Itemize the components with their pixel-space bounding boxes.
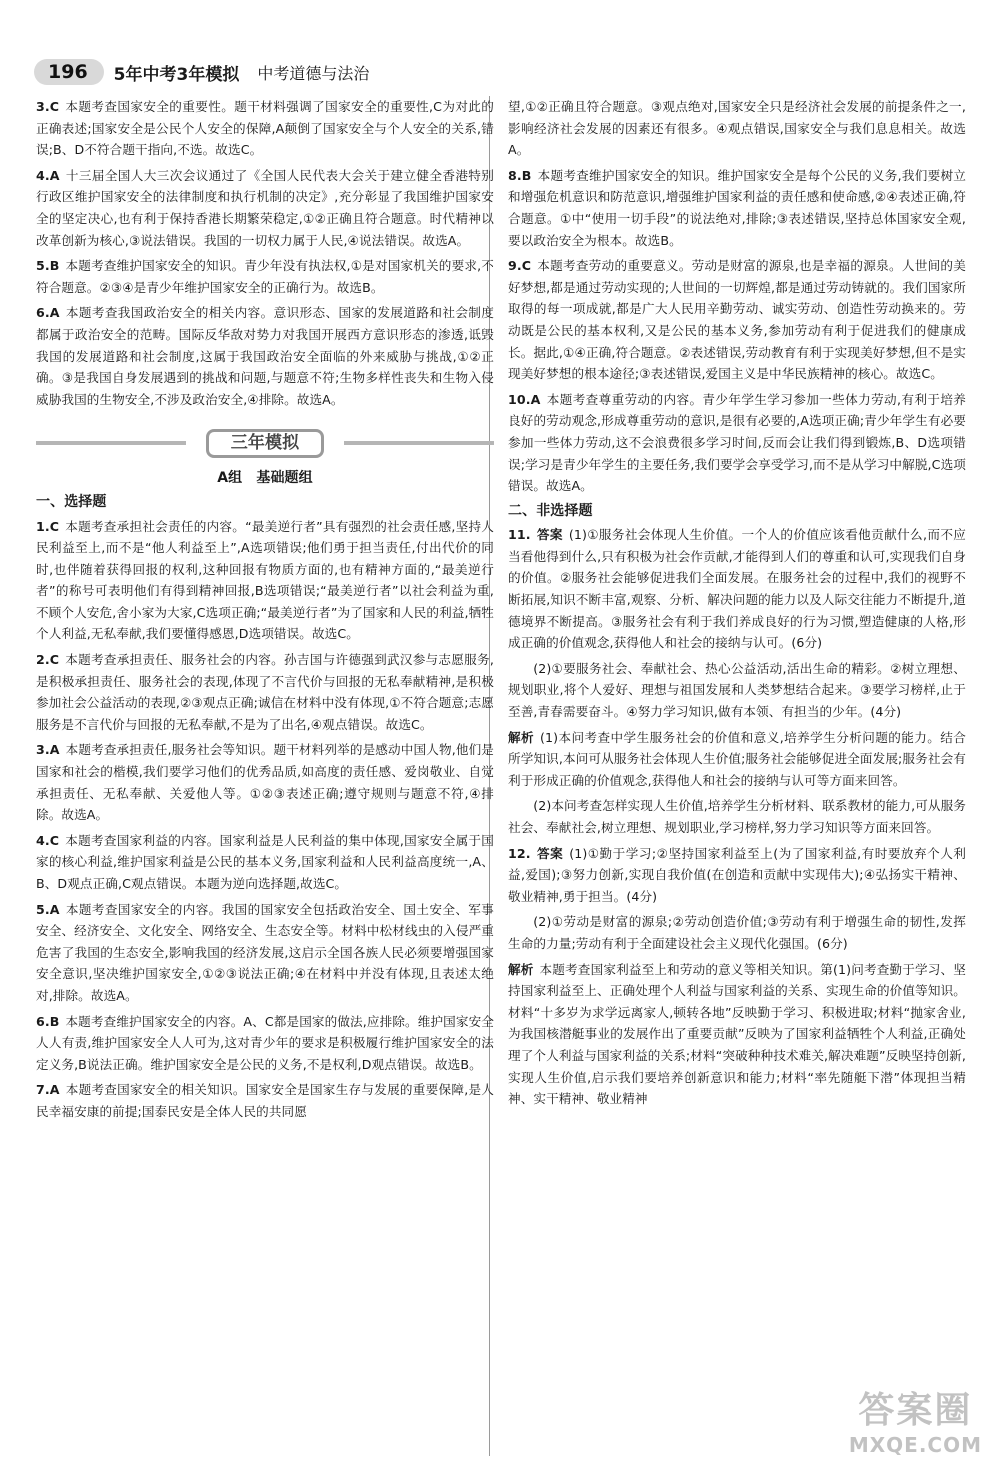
answer-item: 6.A 本题考查我国政治安全的相关内容。意识形态、国家的发展道路和社会制度都属于政治安全的范畴。国际反华敌对势力对我国开展西方意识形态的渗透,诋毁我国的发展道路和社会制度,这属于我国政治安全面临的外来威胁与挑战,①②正确。③是我国自身发展遇到的挑战和问题,与题意不符;生物多样性丧失和生物入侵威胁我国的生物安全,不涉及政治安全,④排除。故选A。 — [36, 305, 494, 407]
book-subject: 中考道德与法治 — [257, 63, 370, 83]
answer-paragraph: (2)①要服务社会、奉献社会、热心公益活动,活出生命的精彩。②树立理想、规划职业,将个人爱好、理想与祖国发展和人类梦想结合起来。③要学习榜样,止于至善,青春需要奋斗。④努力学习知识,做有本领、有担当的少年。(4分) — [508, 660, 966, 720]
analysis-item: 解析 本题考查国家利益至上和劳动的意义等相关知识。第(1)问考查勤于学习、坚持国家利益至上、正确处理个人利益与国家利益的关系、实现生命的价值等知识。材料“十多岁为求学远离家人,顿转各地”反映勤于学习、积极进取;材料“抛家舍业,为我国核潜艇事业的发展作出了重要贡献”反映为了国家利益牺牲个人利益,正确处理了个人利益与国家利益的关系;材料“突破种种技术难关,解决难题”反映坚持创新,实现人生价值,启示我们要培养创新意识和能力;材料“率先随艇下潜”体现担当精神、实干精神、敬业精神 — [508, 961, 967, 1107]
answer-item: 6.B 本题考查维护国家安全的内容。A、C都是国家的做法,应排除。维护国家安全人人有责,维护国家安全人人可为,这对青少年的要求是积极履行维护国家安全的法定义务,B说法正确。维护国家安全是公民的义务,不是权利,D观点错误。故选B。 — [36, 1013, 494, 1072]
group-title: A组 基础题组 — [217, 470, 313, 487]
answer-item: 4.A 十三届全国人大三次会议通过了《全国人民代表大会关于建立健全香港特别行政区维护国家安全的法律制度和执行机制的决定》,充分彰显了我国维护国家安全的坚定决心,也有利于保持香港长期繁荣稳定,①②正确且符合题意。时代精神以改革创新为核心,③说法错误。我国的一切权力属于人民,④说法错误。故选A。 — [36, 167, 494, 248]
answer-paragraph: (2)①劳动是财富的源泉;②劳动创造价值;③劳动有利于增强生命的韧性,发挥生命的力量;劳动有利于全面建设社会主义现代化强国。(6分) — [508, 914, 966, 951]
answer-item: 9.C 本题考查劳动的重要意义。劳动是财富的源泉,也是幸福的源泉。人世间的美好梦想,都是通过劳动实现的;人世间的一切辉煌,都是通过劳动铸就的。我们国家所取得的每一项成就,都是广大人民用辛勤劳动、诚实劳动、创造性劳动换来的。劳动既是公民的基本权利,又是公民的基本义务,参加劳动有利于促进我们的健康成长。据此,①④正确,符合题意。②表述错误,劳动教育有利于实现美好梦想,但不是实现美好梦想的根本途径;③表述错误,爱国主义是中华民族精神的核心。故选C。 — [508, 258, 966, 382]
answer-item: 2.C 本题考查承担责任、服务社会的内容。孙吉国与许德强到武汉参与志愿服务,是积极承担责任、服务社会的表现,体现了不言代价与回报的无私奉献精神,是积极参加社会公益活动的表现,②③观点正确;诚信在材料中没有体现,①不符合题意;志愿服务是不言代价与回报的无私奉献,不是为了出名,④观点错误。故选C。 — [36, 652, 494, 732]
section-title-choice: 一、选择题 — [36, 493, 107, 510]
answer-item: 3.A 本题考查承担责任,服务社会等知识。题干材料列举的是感动中国人物,他们是国家和社会的楷模,我们要学习他们的优秀品质,如高度的责任感、爱岗敬业、自觉承担责任、无私奉献、关爱他人等。①②③表述正确;遵守规则与题意不符,④排除。故选A。 — [36, 742, 494, 823]
answer-item: 5.B 本题考查维护国家安全的知识。青少年没有执法权,①是对国家机关的要求,不符合题意。②③④是青少年维护国家安全的正确行为。故选B。 — [36, 258, 494, 295]
answer-item: 5.A 本题考查国家安全的内容。我国的国家安全包括政治安全、国土安全、军事安全、经济安全、文化安全、网络安全、生态安全等。材料中松材线虫的入侵严重危害了我国的生态安全,影响我国的经济发展,这启示全国各族人民必须要增强国家安全意识,坚决维护国家安全,①②③说法正确;④在材料中并没有体现,且表述太绝对,排除。故选A。 — [36, 901, 494, 1003]
book-title: 5年中考3年模拟 — [113, 64, 240, 85]
answer-item: 1.C 本题考查承担社会责任的内容。“最美逆行者”具有强烈的社会责任感,坚持人民利益至上,而不是“他人利益至上”,A选项错误;他们勇于担当责任,付出代价的同时,也伴随着获得回报的权利,这种回报有物质方面的,也有精神方面的,“最美逆行者”的称号可表明他们有得到精神回报,B选项错误;“最美逆行者”以社会利益为重,不顾个人安危,舍小家为大家,C选项正确;“最美逆行者”为了国家和人民的利益,牺牲个人利益,无私奉献,我们要懂得感恩,D选项错误。故选C。 — [36, 518, 494, 642]
right-column — [508, 96, 966, 1114]
watermark-url: MXQE.COM — [848, 1433, 982, 1457]
answer-item-11: 11. 答案 (1)①服务社会体现人生价值。一个人的价值应该看他贡献什么,而不应当看他得到什么,只有积极为社会作贡献,才能得到人们的尊重和认可,实现我们自身的价值。②服务社会能够促进我们全面发展。在服务社会的过程中,我们的视野不断拓展,知识不断丰富,观察、分析、解决问题的能力以及人际交往能力不断提升,道德境界不断提高。③服务社会有利于我们养成良好的行为习惯,塑造健康的人格,形成正确的价值观念,获得他人和社会的接纳与认可。(6分) — [508, 527, 966, 651]
page-number: 196 — [34, 59, 104, 85]
answer-item: 3.C 本题考查国家安全的重要性。题干材料强调了国家安全的重要性,C为对此的正确表述;国家安全是公民个人安全的保障,A颠倒了国家安全与个人安全的关系,错误;B、D不符合题干指向,不选。故选C。 — [36, 99, 494, 158]
left-column — [36, 96, 494, 1127]
section-banner — [36, 426, 494, 460]
answer-item: 10.A 本题考查尊重劳动的内容。青少年学生学习参加一些体力劳动,有利于培养良好的劳动观念,形成尊重劳动的意识,是很有必要的,A选项正确;青少年学生有必要参加一些体力劳动,这不会浪费很多学习时间,反而会让我们得到锻炼,B、D选项错误;学习是青少年学生的主要任务,我们要学会享受学习,而不是从学习中解脱,C选项错误。故选A。 — [508, 391, 966, 494]
answer-item-12: 12. 答案 (1)①勤于学习;②坚持国家利益至上(为了国家利益,有时要放弃个人利益,爱国);③努力创新,实现自我价值(在创造和贡献中实现伟大);④弘扬实干精神、敬业精神,勇于担当。(4分) — [508, 845, 967, 904]
watermark — [849, 1382, 982, 1457]
answer-item: 4.C 本题考查国家利益的内容。国家利益是人民利益的集中体现,国家安全属于国家的核心利益,维护国家利益是公民的基本义务,国家利益和人民利益高度统一,A、B、D观点正确,C观点错误。本题为逆向选择题,故选C。 — [36, 832, 494, 891]
page-header — [34, 56, 369, 88]
analysis-item: 解析 (1)本问考查中学生服务社会的价值和意义,培养学生分析问题的能力。结合所学知识,本问可从服务社会体现人生价值;服务社会能够促进全面发展;服务社会有利于形成正确的价值观念,获得他人和社会的接纳与认可等方面来回答。 — [508, 729, 967, 788]
answer-continuation: 望,①②正确且符合题意。③观点绝对,国家安全只是经济社会发展的前提条件之一,影响经济社会发展的因素还有很多。④观点错误,国家安全与我们息息相关。故选A。 — [508, 99, 966, 158]
answer-item: 7.A 本题考查国家安全的相关知识。国家安全是国家生存与发展的重要保障,是人民幸福安康的前提;国泰民安是全体人民的共同愿 — [36, 1082, 494, 1119]
watermark-logo: 答案圈 — [858, 1390, 973, 1431]
answer-item: 8.B 本题考查维护国家安全的知识。维护国家安全是每个公民的义务,我们要树立和增强危机意识和防范意识,增强维护国家利益的责任感和使命感,②④表述正确,符合题意。①中“使用一切手段”的说法绝对,排除;③表述错误,坚持总体国家安全观,要以政治安全为根本。故选B。 — [508, 167, 966, 248]
section-title-nonchoice: 二、非选择题 — [508, 502, 593, 519]
analysis-paragraph: (2)本问考查怎样实现人生价值,培养学生分析材料、联系教材的能力,可从服务社会、奉献社会,树立理想、规划职业,学习榜样,努力学习知识等方面来回答。 — [508, 798, 966, 835]
banner-title: 三年模拟 — [206, 429, 324, 459]
